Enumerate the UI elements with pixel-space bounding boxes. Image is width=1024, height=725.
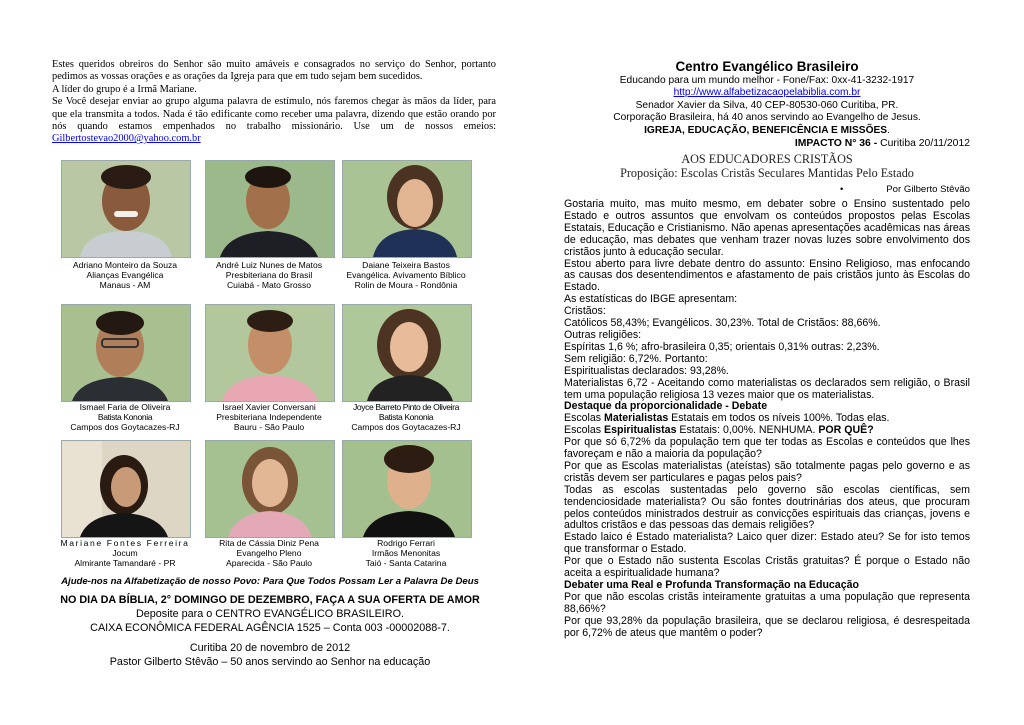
article-title [564, 152, 970, 180]
article-paragraph: Espíritas 1,6 %; afro-brasileira 0,35; orientais 0,31% outras: 2,23%. [564, 340, 880, 353]
person-name: Israel Xavier Conversani [222, 402, 316, 412]
org-corporation: Corporação Brasileira, há 40 anos servindo ao Evangelho de Jesus. [613, 112, 921, 124]
photo-adriano [61, 160, 191, 258]
caption-ismael [50, 402, 200, 433]
article-paragraph: Por que não escolas cristãs inteiramente gratuitas a uma população que representa 88,66%? [564, 590, 970, 615]
caption-rita [194, 538, 344, 569]
text-fragment: Estatais em todos os níveis 100%. Todas elas. [668, 412, 890, 425]
website-link[interactable]: http://www.alfabetizacaopelabiblia.com.br [673, 87, 861, 99]
person-place: Almirante Tamandaré - PR [74, 558, 176, 569]
article-paragraph: Todas as escolas sustentadas pelo governo são escolas científicas, sem tendenciosidade materialista? Ou são fontes doutrinárias dos ateus, que procuram pelos conteúdos ministrados destruir as convicções espirituais das crianças, jovens e adultos cristãos e das pessoas das demais religiões? [564, 483, 970, 532]
article-paragraph: Gostaria muito, mas muito mesmo, em debater sobre o Ensino sustentado pelo Estado e outros assuntos que envolvam os conteúdos propostos pelas Escolas Estatais, Educação e Cristianismo. Não apenas apresentações acadêmicas nas áreas de educação, mas debates que venham trazer novas luzes sobre envolvimento dos cristãos junto à educação secular. [564, 198, 970, 258]
person-church: Evangélica. Avivamento Bíblico [346, 270, 466, 281]
article-paragraph: Materialistas 6,72 - Aceitando como materialistas os declarados sem religião, o Brasil tem uma população religiosa 13 vezes maior que os materialistas. [564, 376, 970, 401]
person-name: Rodrigo Ferrari [377, 538, 435, 548]
caption-rodrigo [331, 538, 481, 569]
person-place: Campos dos Goytacazes-RJ [351, 422, 461, 433]
caption-andre [194, 260, 344, 291]
person-church: Evangelho Pleno [236, 548, 302, 559]
article-paragraph: Católicos 58,43%; Evangélicos. 30,23%. Total de Cristãos: 88,66%. [564, 317, 881, 330]
slogan: Ajude-nos na Alfabetização de nosso Povo: Para Que Todos Possam Ler a Palavra De Deus [61, 576, 479, 587]
caption-joyce [331, 402, 481, 433]
email-link[interactable]: Gilbertostevao2000@yahoo.com.br [52, 133, 201, 145]
photo-rita [205, 440, 335, 538]
caption-daiane [331, 260, 481, 291]
article-paragraph: Por que as Escolas materialistas (ateístas) são totalmente pagas pelo governo e as cristãs devem ser particulares e pagas pelos pais? [564, 459, 970, 484]
person-place: Bauru - São Paulo [233, 422, 305, 433]
org-name: Centro Evangélico Brasileiro [675, 59, 859, 74]
photo-daiane [342, 160, 472, 258]
motto-end: . [887, 124, 890, 136]
person-place: Manaus - AM [99, 280, 151, 291]
article-heading: AOS EDUCADORES CRISTÃOS [681, 152, 853, 166]
article-paragraph: Estou aberto para livre debate dentro do assunto: Ensino Religioso, mas enfocando as causas dos desentendimentos e afastamento de pais cristãos junto às Escolas do Estado. [564, 257, 970, 294]
person-name: Daiane Teixeira Bastos [362, 260, 450, 270]
intro-paragraph-2: A líder do grupo é a Irmã Mariane. [52, 83, 197, 95]
article-paragraph: Por que 93,28% da população brasileira, que se declarou religiosa, é desrespeitada por 6,72% de ateus que mantêm o poder? [564, 614, 970, 639]
footer-pastor: Pastor Gilberto Stêvão – 50 anos servindo ao Senhor na educação [109, 656, 431, 668]
org-address: Senador Xavier da Silva, 40 CEP-80530-060 Curitiba, PR. [635, 99, 899, 111]
article-paragraph: Estado laico é Estado materialista? Laico quer dizer: Estado ateu? Se for isto temos que transformar o Estado. [564, 531, 970, 556]
text-fragment-bold: POR QUÊ? [818, 424, 874, 437]
article-body [564, 199, 970, 640]
org-tagline: Educando para um mundo melhor - Fone/Fax: 0xx-41-3232-1917 [619, 75, 915, 86]
bullet-icon: • [840, 184, 844, 195]
intro-text [52, 59, 496, 146]
article-subheading: Debater uma Real e Profunda Transformação na Educação [564, 579, 859, 591]
article-subheading: Destaque da proporcionalidade - Debate [564, 400, 768, 413]
bible-day-appeal: NO DIA DA BÍBLIA, 2° DOMINGO DE DEZEMBRO, FAÇA A SUA OFERTA DE AMOR [60, 594, 480, 606]
org-header [564, 59, 970, 137]
bank-account: CAIXA ECONÔMICA FEDERAL AGÊNCIA 1525 – Conta 003 -00002088-7. [90, 622, 450, 634]
person-name: Ismael Faria de Oliveira [79, 402, 171, 412]
person-place: Campos dos Goytacazes-RJ [70, 422, 180, 433]
article-paragraph: Por que só 6,72% da população tem que ter todas as Escolas e conteúdos que lhes favoreçam e não a maioria da população? [564, 436, 970, 461]
intro-paragraph-3-text: Se Você desejar enviar ao grupo alguma palavra de estímulo, nós faremos chegar às mãos da líder, para que ela transmita a todos. Nada é tão edificante como receber uma palavra, dizendo que estão orando por nós quando estamos empenhados no trabalho missionário. Use um de nossos emeios: [52, 96, 496, 133]
person-name: Adriano Monteiro da Souza [72, 260, 178, 270]
intro-paragraph-1: Estes queridos obreiros do Senhor são muito amáveis e consagrados no serviço do Senhor, portanto pedimos as vossas orações e as orações da Igreja para que em tudo sejam bem sucedidos. [52, 59, 496, 83]
person-church: Irmãos Menonitas [371, 548, 441, 559]
photo-rodrigo [342, 440, 472, 538]
impact-line [564, 138, 970, 149]
text-fragment: Escolas [564, 412, 605, 425]
intro-paragraph-3 [52, 96, 496, 146]
caption-mariane [50, 538, 200, 569]
person-name: Mariane Fontes Ferreira [60, 538, 190, 548]
photo-mariane [61, 440, 191, 538]
text-fragment-bold: Materialistas [604, 412, 669, 425]
article-paragraph: Sem religião: 6,72%. Portanto: [564, 352, 708, 365]
caption-israel [194, 402, 344, 433]
person-church: Batista Kononia [378, 412, 434, 423]
article-proposition: Proposição: Escolas Cristãs Seculares Mantidas Pelo Estado [620, 166, 914, 180]
person-place: Taió - Santa Catarina [365, 558, 447, 569]
person-name: André Luiz Nunes de Matos [215, 260, 323, 270]
article-paragraph: As estatísticas do IBGE apresentam: [564, 293, 738, 306]
author-name: Por Gilberto Stêvão [886, 184, 970, 195]
person-name: Rita de Cássia Diniz Pena [219, 538, 319, 548]
org-motto [564, 125, 970, 137]
photo-andre [205, 160, 335, 258]
text-fragment-bold: Espiritualistas [604, 424, 677, 437]
motto-text: IGREJA, EDUCAÇÃO, BENEFICÊNCIA E MISSÕES [644, 124, 888, 136]
deposit-line: Deposite para o CENTRO EVANGÉLICO BRASILEIRO. [135, 608, 404, 620]
donation-footer [30, 576, 510, 669]
photo-joyce [342, 304, 472, 402]
photo-ismael [61, 304, 191, 402]
footer-date: Curitiba 20 de novembro de 2012 [189, 642, 351, 654]
article-paragraph: Cristãos: [564, 305, 606, 318]
text-fragment: Escolas [564, 424, 605, 437]
photo-israel [205, 304, 335, 402]
person-church: Batista Kononia [97, 412, 153, 423]
person-church: Jocum [112, 548, 138, 559]
person-place: Cuiabá - Mato Grosso [226, 280, 312, 291]
person-place: Rolin de Moura - Rondônia [354, 280, 458, 291]
text-fragment: Estatais: 0,00%. NENHUMA. [676, 424, 819, 437]
caption-adriano [50, 260, 200, 291]
impact-number: IMPACTO N° 36 - [794, 138, 878, 149]
person-place: Aparecida - São Paulo [226, 558, 312, 569]
article-paragraph: Espiritualistas declarados: 93,28%. [564, 364, 729, 377]
person-church: Alianças Evangélica [86, 270, 164, 281]
person-church: Presbiteriana do Brasil [225, 270, 313, 281]
article-paragraph: Outras religiões: [564, 328, 642, 341]
person-name: Joyce Barreto Pinto de Oliveira [352, 402, 460, 412]
impact-date: Curitiba 20/11/2012 [877, 138, 970, 149]
person-church: Presbiteriana Independente [216, 412, 322, 423]
article-paragraph: Por que o Estado não sustenta Escolas Cristãs gratuitas? É porque o Estado não aceita a espiritualidade humana? [564, 555, 970, 580]
